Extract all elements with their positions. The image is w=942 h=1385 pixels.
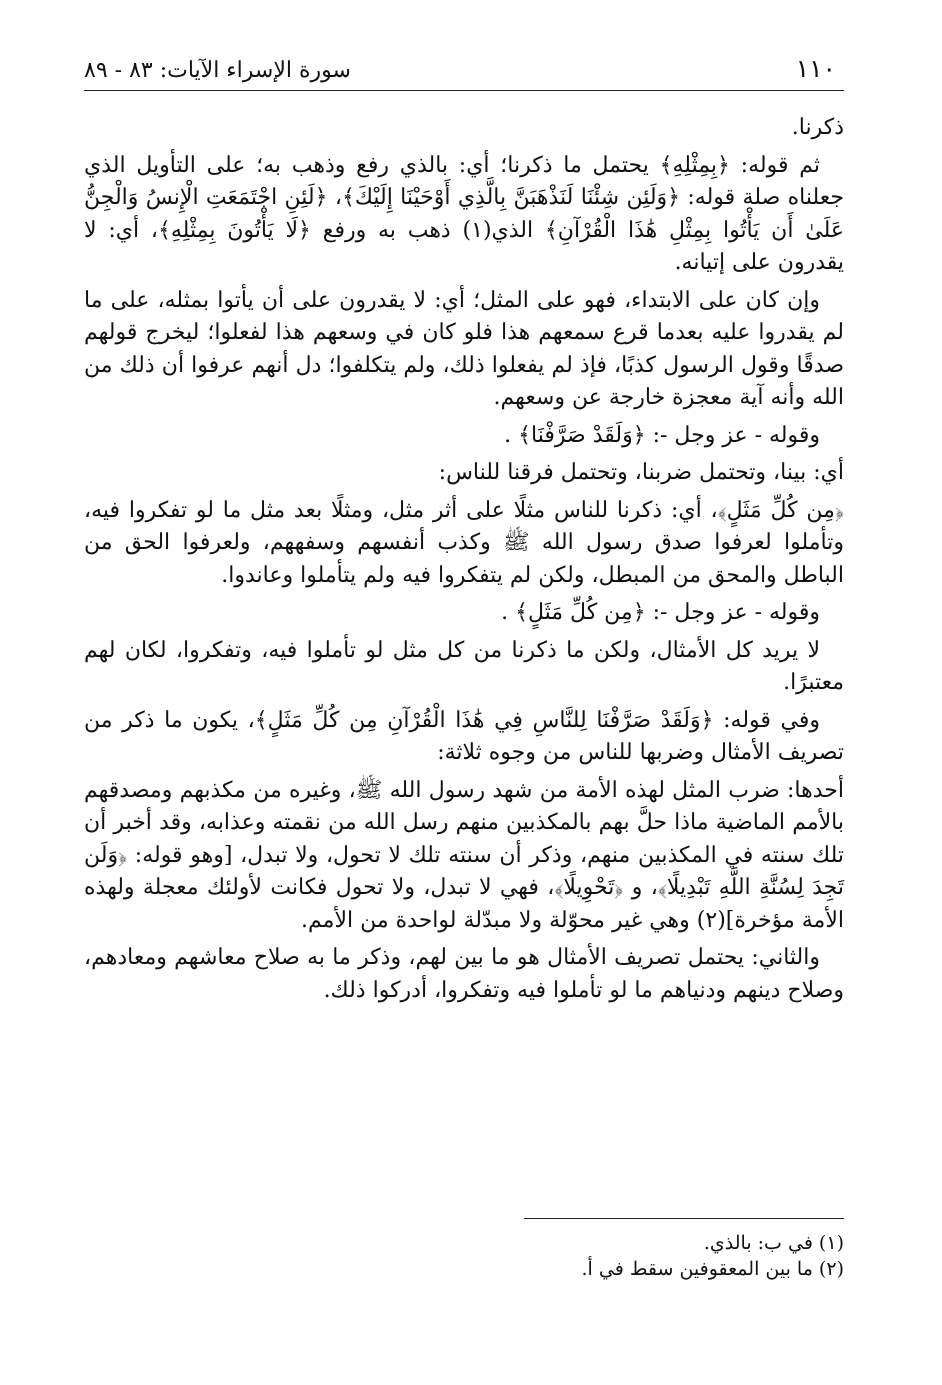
footnotes: [582, 1230, 844, 1282]
footnote: (١) في ب: بالذي.: [703, 1232, 844, 1254]
paragraph: لا يريد كل الأمثال، ولكن ما ذكرنا من كل مثل لو تأملوا فيه، وتفكروا، لكان لهم معتبرًا.: [84, 637, 844, 695]
paragraph: ذكرنا.: [791, 115, 844, 140]
paragraph: ﴿مِن كُلِّ مَثَلٍ﴾، أي: ذكرنا للناس مثلًا على أثر مثل، ومثلًا بعد مثل ما لو تفكروا فيه، وتأملوا لعرفوا صدق رسول الله ﷺ وكذب أنفسهم وسفههم، ولعرفوا الحق من الباطل والمحق من المبطل، ولكن لم يتفكروا فيه ولم يتأملوا وعاندوا.: [84, 497, 844, 588]
paragraph: وفي قوله: ﴿وَلَقَدْ صَرَّفْنَا لِلنَّاسِ فِي هَٰذَا الْقُرْآنِ مِن كُلِّ مَثَلٍ﴾، يكون ما ذكر من تصريف الأمثال وضربها للناس من وجوه ثلاثة:: [84, 707, 844, 765]
page-header: [84, 50, 844, 90]
running-title: سورة الإسراء الآيات: ٨٣ - ٨٩: [84, 58, 351, 83]
paragraph: ثم قوله: ﴿بِمِثْلِهِ﴾ يحتمل ما ذكرنا؛ أي: بالذي رفع وذهب به؛ على التأويل الذي جعلناه صلة قوله: ﴿وَلَئِن شِئْنَا لَنَذْهَبَنَّ بِالَّذِي أَوْحَيْنَا إِلَيْكَ﴾، ﴿لَئِنِ اجْتَمَعَتِ الْإِنسُ وَالْجِنُّ عَلَىٰ أَن يَأْتُوا بِمِثْلِ هَٰذَا الْقُرْآنِ﴾ الذي(١) ذهب به ورفع ﴿لَا يَأْتُونَ بِمِثْلِهِ﴾، أي: لا يقدرون على إتيانه.: [84, 152, 845, 275]
paragraph: وقوله - عز وجل -: ﴿مِن كُلِّ مَثَلٍ﴾ .: [501, 600, 820, 625]
paragraph: وقوله - عز وجل -: ﴿وَلَقَدْ صَرَّفْنَا﴾ .: [504, 422, 820, 448]
footnote: (٢) ما بين المعقوفين سقط في أ.: [581, 1258, 844, 1280]
paragraph: أحدها: ضرب المثل لهذه الأمة من شهد رسول الله ﷺ، وغيره من مكذبهم ومصدقهم بالأمم الماضية ماذا حلَّ بهم بالمكذبين منهم رسل الله من نقمته وعذابه، وقد أخبر أن تلك سنته في المكذبين منهم، وذكر أن سنته تلك لا تحول، ولا تبدل، [وهو قوله: ﴿وَلَن تَجِدَ لِسُنَّةِ اللَّهِ تَبْدِيلًا﴾، و ﴿تَحْوِيلًا﴾، فهي لا تبدل، ولا تحول فكانت لأولئك معجلة ولهذه الأمة مؤخرة](٢) وهي غير محوّلة ولا مبدّلة لواحدة من الأمم.: [84, 777, 844, 933]
page-number: ١١٠: [795, 54, 836, 83]
header-rule: [84, 90, 844, 91]
paragraph: وإن كان على الابتداء، فهو على المثل؛ أي: لا يقدرون على أن يأتوا بمثله، على ما لم يقدروا عليه بعدما قرع سمعهم هذا فلو كان في وسعهم هذا لفعلوا؛ ليخرج قولهم صدقًا وقول الرسول كذبًا، فإذ لم يفعلوا ذلك، ولم يتكلفوا؛ دل أنهم عرفوا أن ذلك من الله وأنه آية معجزة خارجة عن وسعهم.: [84, 287, 844, 410]
book-page: [84, 50, 844, 1300]
body-text: [84, 112, 844, 1012]
paragraph: والثاني: يحتمل تصريف الأمثال هو ما بين لهم، وذكر ما به صلاح معاشهم ومعادهم، وصلاح دينهم ودنياهم ما لو تأملوا فيه وتفكروا، أدركوا ذلك.: [84, 945, 844, 1003]
paragraph: أي: بينا، وتحتمل ضربنا، وتحتمل فرقنا للناس:: [438, 460, 844, 485]
footnote-rule: [524, 1218, 844, 1219]
